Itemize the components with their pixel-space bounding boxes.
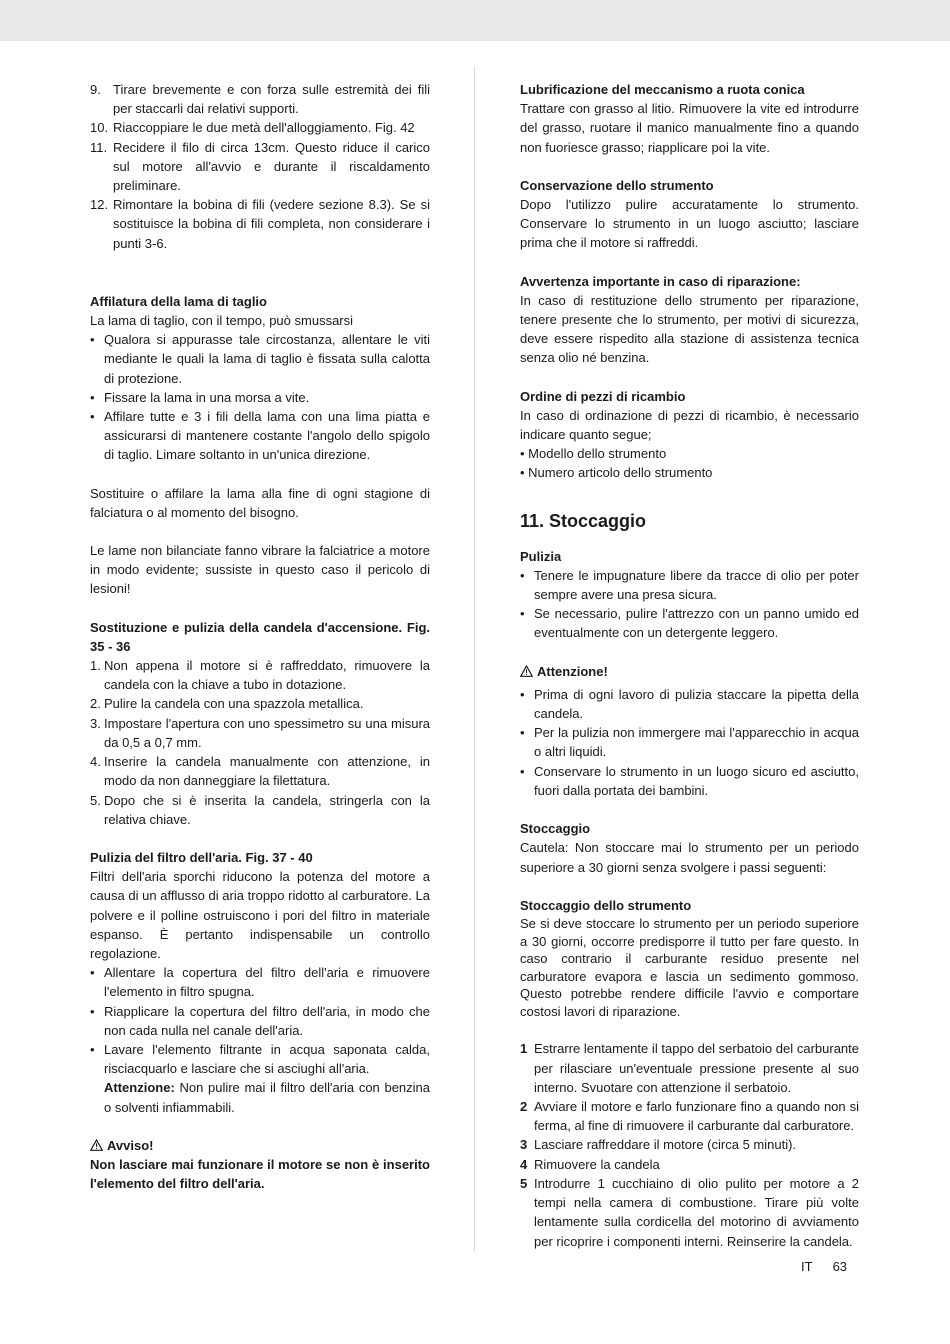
- section-heading: Conservazione dello strumento: [520, 177, 714, 193]
- list-item: 3 Lasciare raffreddare il motore (circa 5 minuti).: [520, 1137, 797, 1153]
- list-item: • Prima di ogni lavoro di pulizia staccare la pipetta della candela.: [520, 686, 859, 722]
- list-item: • Conservare lo strumento in un luogo sicuro ed asciutto, fuori dalla portata dei bambini.: [520, 763, 859, 798]
- list-item: 2. Pulire la candela con una spazzola metallica.: [90, 696, 364, 712]
- section-heading: Sostituzione e pulizia della candela d'accensione. Fig. 35 - 36: [90, 619, 430, 654]
- list-item: • Qualora si appurasse tale circostanza, allentare le viti mediante le quali la lama di taglio è fissata sulla calotta di protezione.: [90, 332, 430, 386]
- right-column: [520, 80, 859, 1251]
- section-heading: Lubrificazione del meccanismo a ruota conica: [520, 82, 805, 97]
- paragraph: Trattare con grasso al litio. Rimuovere la vite ed introdurre del grasso, ruotare il manico manualmente fino a quando non fuoriesce grasso; riapplicare poi la vite.: [520, 101, 859, 155]
- warning-icon: [520, 665, 533, 677]
- left-column: [90, 80, 430, 1193]
- list-item: • Allentare la copertura del filtro dell'aria e rimuovere l'elemento in filtro spugna.: [90, 965, 430, 1000]
- paragraph: In caso di ordinazione di pezzi di ricambio, è necessario indicare quanto segue;: [520, 407, 859, 443]
- paragraph: Dopo l'utilizzo pulire accuratamente lo strumento. Conservare lo strumento in un luogo asciutto; lasciare prima che il motore si raffreddi.: [520, 197, 859, 251]
- language-code: IT: [801, 1259, 813, 1274]
- chapter-title: 11. Stoccaggio: [520, 510, 647, 531]
- attention-heading: Attenzione!: [520, 662, 859, 681]
- page-number: 63: [832, 1259, 848, 1274]
- list-item: 2 Avviare il motore e farlo funzionare fino a quando non si ferma, al fine di rimuovere il carburante dal carburatore.: [520, 1099, 859, 1134]
- page-footer: [801, 1257, 847, 1276]
- paragraph: Se si deve stoccare lo strumento per un periodo superiore a 30 giorni, occorre predisporre il tutto per fare questo. In caso contrario il carburante residuo presente nel carburatore evapora e lascia un sedimento gommoso. Questo potrebbe rendere difficile l'avvio e comportare costosi lavori di riparazione.: [520, 915, 859, 1019]
- list-item: • Tenere le impugnature libere da tracce di olio per poter sempre avere una presa sicura.: [520, 567, 859, 603]
- list-item: 12. Rimontare la bobina di fili (vedere sezione 8.3). Se si sostituisce la bobina di fili completa, non considerare i punti 3-6.: [90, 197, 430, 251]
- list-item: • Affilare tutte e 3 i fili della lama con una lima piatta e assicurarsi di mantenere costante l'angolo dello spigolo di taglio. Limare soltanto in un'unica direzione.: [90, 409, 430, 463]
- section-heading: Affilatura della lama di taglio: [90, 293, 267, 309]
- warning-text: Non lasciare mai funzionare il motore se non è inserito l'elemento del filtro dell'aria.: [90, 1156, 430, 1192]
- section-heading: Ordine di pezzi di ricambio: [520, 388, 686, 404]
- section-heading: Pulizia del filtro dell'aria. Fig. 37 - 40: [90, 849, 313, 865]
- list-item: 11. Recidere il filo di circa 13cm. Questo riduce il carico sul motore all'avvio e durante il riscaldamento preliminare.: [90, 139, 430, 194]
- paragraph: La lama di taglio, con il tempo, può smussarsi: [90, 313, 354, 329]
- section-heading: Stoccaggio dello strumento: [520, 897, 692, 913]
- list-item: 3. Impostare l'apertura con uno spessimetro su una misura da 0,5 a 0,7 mm.: [90, 715, 430, 750]
- paragraph: Sostituire o affilare la lama alla fine di ogni stagione di falciatura o al momento del bisogno.: [90, 485, 430, 520]
- list-item: • Per la pulizia non immergere mai l'apparecchio in acqua o altri liquidi.: [520, 725, 859, 760]
- list-item: 10. Riaccoppiare le due metà dell'alloggiamento. Fig. 42: [90, 120, 415, 136]
- list-item: • Lavare l'elemento filtrante in acqua saponata calda, risciacquarlo e lasciare che si asciughi all'aria.: [90, 1041, 430, 1077]
- list-item: • Modello dello strumento: [520, 446, 667, 462]
- warning-heading: Avviso!: [90, 1136, 430, 1155]
- list-item: 5 Introdurre 1 cucchiaino di olio pulito per motore a 2 tempi nella camera di combustione. Tirare più volte lentamente sulla cordicella del motorino di avviamento per ricoprire i componenti interni. Reinserire la candela.: [520, 1175, 859, 1249]
- list-item: • Numero articolo dello strumento: [520, 465, 713, 481]
- top-bar: [0, 0, 950, 41]
- section-heading: Avvertenza importante in caso di riparazione:: [520, 273, 801, 289]
- list-item: 1. Non appena il motore si è raffreddato, rimuovere la candela con la chiave a tubo in dotazione.: [90, 658, 430, 693]
- paragraph: Cautela: Non stoccare mai lo strumento per un periodo superiore a 30 giorni senza svolgere i passi seguenti:: [520, 840, 859, 875]
- paragraph: Filtri dell'aria sporchi riducono la potenza del motore a causa di un afflusso di aria troppo ridotto al carburatore. La polvere e il polline ostruiscono i pori del filtro in materiale espanso. È pertanto indispensabile un controllo regolazione.: [90, 869, 430, 961]
- paragraph: In caso di restituzione dello strumento per riparazione, tenere presente che lo strumento, per motivi di sicurezza, deve essere rispedito alla stazione di assistenza tecnica senza olio né benzina.: [520, 292, 859, 366]
- list-item: • Fissare la lama in una morsa a vite.: [90, 389, 310, 405]
- list-item: 5. Dopo che si è inserita la candela, stringerla con la relativa chiave.: [90, 792, 430, 827]
- list-item: 4 Rimuovere la candela: [520, 1156, 660, 1172]
- list-item: • Se necessario, pulire l'attrezzo con un panno umido ed eventualmente con un detergente leggero.: [520, 606, 859, 641]
- list-item: 4. Inserire la candela manualmente con attenzione, in modo da non danneggiare la filettatura.: [90, 754, 430, 789]
- filter-note: Attenzione: Non pulire mai il filtro dell'aria con benzina o solventi infiammabili.: [104, 1080, 430, 1115]
- section-heading: Stoccaggio: [520, 821, 591, 837]
- list-item: 1 Estrarre lentamente il tappo del serbatoio del carburante per rilasciare un'eventuale pressione presente al suo interno. Svuotare con attenzione il serbatoio.: [520, 1041, 859, 1095]
- column-divider: [474, 66, 475, 1252]
- steps-top-list: [90, 80, 430, 253]
- warning-icon: [90, 1139, 103, 1151]
- paragraph: Le lame non bilanciate fanno vibrare la falciatrice a motore in modo evidente; sussiste in questo caso il pericolo di lesioni!: [90, 543, 430, 597]
- list-item: 9. Tirare brevemente e con forza sulle estremità dei fili per staccarli dai relativi supporti.: [90, 82, 430, 117]
- list-item: • Riapplicare la copertura del filtro dell'aria, in modo che non cada nulla nel canale dell'aria.: [90, 1003, 430, 1038]
- section-heading: Pulizia: [520, 548, 562, 564]
